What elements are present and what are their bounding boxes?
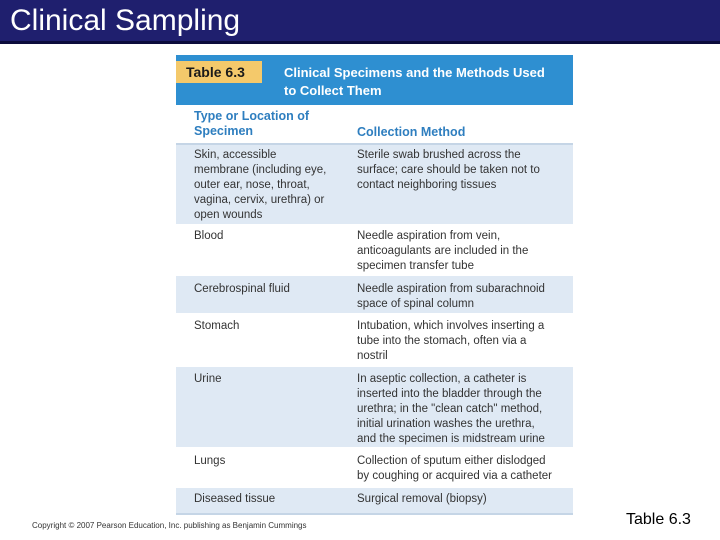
cell-type: Lungs xyxy=(194,455,226,467)
cell-type: Stomach xyxy=(194,320,240,332)
column-heading-method: Collection Method xyxy=(357,125,466,139)
table-row xyxy=(176,276,573,313)
table-row xyxy=(176,313,573,367)
table-caption: Clinical Specimens and the Methods Used to Collect Them xyxy=(284,65,545,98)
specimen-table xyxy=(148,55,573,515)
column-heading-type: Type or Location of Specimen xyxy=(194,109,310,138)
cell-method: Sterile swab brushed across the surface; care should be taken not to contact neighboring tissues xyxy=(357,149,540,191)
table-number-tag: Table 6.3 xyxy=(176,61,262,83)
slide-footer-label: Table 6.3 xyxy=(626,511,691,528)
cell-type: Cerebrospinal fluid xyxy=(194,283,290,295)
table-row xyxy=(176,145,573,224)
table-row xyxy=(176,224,573,276)
table-bottom-rule xyxy=(176,513,573,515)
table-header xyxy=(176,55,573,105)
cell-method: Intubation, which involves inserting a tube into the stomach, often via a nostril xyxy=(357,320,545,362)
table-row xyxy=(176,447,573,488)
table-row xyxy=(176,367,573,447)
cell-method: In aseptic collection, a catheter is inserted into the bladder through the urethra; in the "clean catch" method, initial urination washes the urethra, and the specimen is midstream urine xyxy=(357,373,545,445)
cell-type: Blood xyxy=(194,230,224,242)
table-row xyxy=(176,488,573,513)
cell-method: Collection of sputum either dislodged by coughing or acquired via a catheter xyxy=(357,455,552,482)
cell-method: Surgical removal (biopsy) xyxy=(357,493,487,505)
copyright-notice: Copyright © 2007 Pearson Education, Inc. publishing as Benjamin Cummings xyxy=(32,521,307,530)
slide-title: Clinical Sampling xyxy=(10,4,241,37)
cell-type: Urine xyxy=(194,373,222,385)
cell-method: Needle aspiration from vein, anticoagulants are included in the specimen transfer tube xyxy=(357,230,529,272)
cell-method: Needle aspiration from subarachnoid space of spinal column xyxy=(357,283,545,310)
cell-type: Diseased tissue xyxy=(194,493,276,505)
slide-title-bar xyxy=(0,0,720,44)
cell-type: Skin, accessible membrane (including eye, outer ear, nose, throat, vagina, cervix, urethra) or open wounds xyxy=(194,149,327,221)
